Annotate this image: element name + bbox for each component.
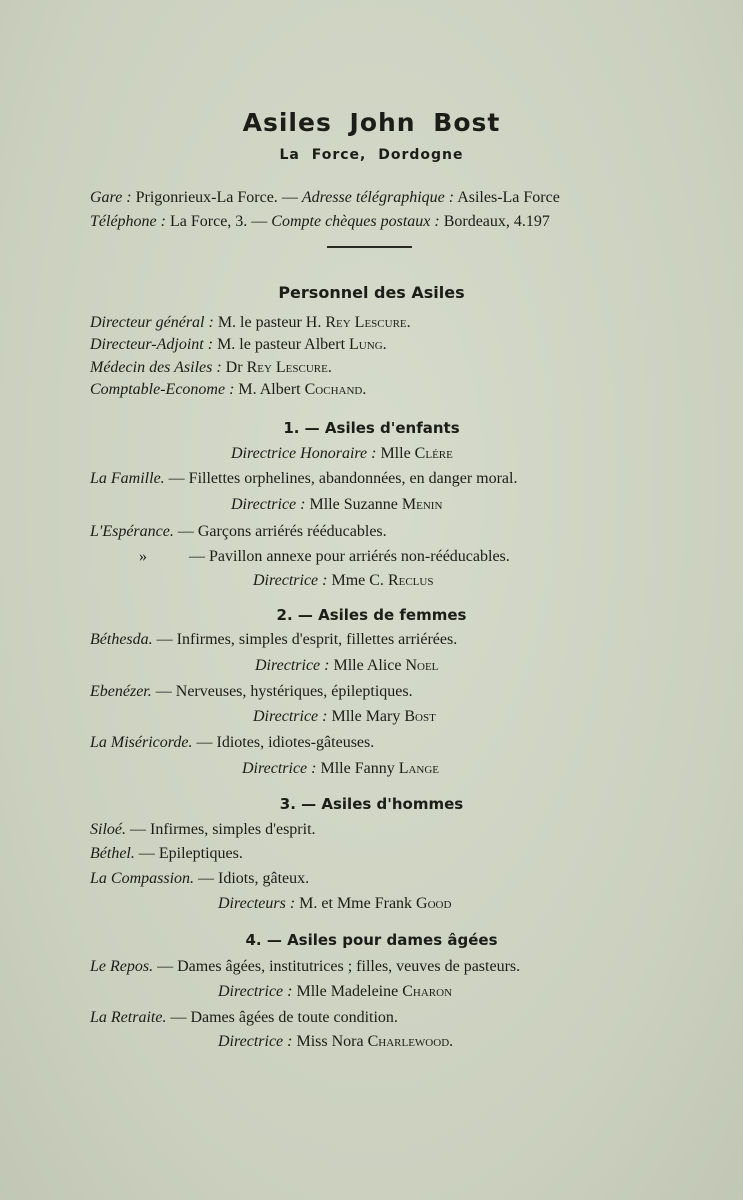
tel-value: La Force, 3. [169,213,248,230]
director-prefix: Mlle Madeleine [296,983,399,1000]
contact-line-1 [90,189,560,207]
asile-name: Siloé. [90,821,126,838]
dash: — [251,213,268,230]
person-name: Lung. [349,336,387,353]
director-line [253,572,433,590]
director-label: Directeurs : [218,895,296,912]
asile-description: — Fillettes orphelines, abandonnées, en danger moral. [168,470,518,487]
director-name: Reclus [387,572,434,589]
director-prefix: Mlle Suzanne [309,496,398,513]
director-prefix: Mlle Alice [333,657,402,674]
director-label: Directrice : [253,708,328,725]
director-name: Lange [398,760,440,777]
asile-name: Béthesda. [90,631,153,648]
director-line [218,895,451,913]
role-label: Médecin des Asiles : [90,359,222,376]
asile-entry [90,821,316,839]
asile-entry [90,631,457,649]
asile-entry [90,523,387,541]
director-line [253,708,436,726]
personnel-heading: Personnel des Asiles [278,283,465,302]
director-label: Directrice : [218,983,293,1000]
asile-description: — Dames âgées, institutrices ; filles, veuves de pasteurs. [157,958,521,975]
asile-description: — Garçons arriérés rééducables. [177,523,387,540]
ccp-label: Compte chèques postaux : [271,213,440,230]
tel-label: Téléphone : [90,213,166,230]
asile-entry [90,734,374,752]
asile-entry [90,958,520,976]
asile-name: La Famille. [90,470,165,487]
role-label: Comptable-Econome : [90,381,235,398]
ccp-value: Bordeaux, 4.197 [443,213,550,230]
director-prefix: Mlle [380,445,411,462]
director-name: Clére [414,445,453,462]
director-line [218,983,452,1001]
director-line [218,1033,453,1051]
director-label: Directrice Honoraire : [231,445,377,462]
personnel-row [90,381,366,399]
asile-name: La Miséricorde. [90,734,193,751]
director-line [242,760,439,778]
role-label: Directeur-Adjoint : [90,336,214,353]
section-heading-femmes: 2. — Asiles de femmes [276,606,467,624]
asile-entry [90,683,413,701]
asile-entry [139,548,510,566]
asile-description: — Pavillon annexe pour arriérés non-rééducables. [189,548,510,565]
separator-rule [327,246,412,248]
director-name: Charon [402,983,453,1000]
director-prefix: Mlle Fanny [320,760,395,777]
asile-description: — Epileptiques. [138,845,243,862]
asile-entry [90,1009,398,1027]
director-line [231,445,453,463]
director-name: Bost [404,708,436,725]
gare-label: Gare : [90,189,132,206]
asile-name: La Retraite. [90,1009,167,1026]
asile-name: La Compassion. [90,870,195,887]
director-prefix: Mlle Mary [331,708,401,725]
section-heading-dames: 4. — Asiles pour dames âgées [245,931,498,949]
person-prefix: M. Albert [238,381,301,398]
personnel-row [90,336,387,354]
asile-name: L'Espérance. [90,523,174,540]
ditto-mark: » [139,548,147,565]
document-title: Asiles John Bost [242,108,501,137]
person-prefix: M. le pasteur Albert [217,336,346,353]
director-label: Directrice : [253,572,328,589]
person-name: Cochand. [304,381,367,398]
director-line [255,657,438,675]
director-label: Directrice : [231,496,306,513]
asile-name: Le Repos. [90,958,154,975]
director-label: Directrice : [242,760,317,777]
personnel-row [90,359,332,377]
director-name: Good [416,895,452,912]
document-subtitle: La Force, Dordogne [279,147,464,163]
asile-description: — Dames âgées de toute condition. [170,1009,398,1026]
director-prefix: Mme C. [331,572,384,589]
asile-description: — Infirmes, simples d'esprit. [130,821,316,838]
personnel-row [90,314,411,332]
asile-description: — Idiots, gâteux. [198,870,310,887]
director-label: Directrice : [255,657,330,674]
role-label: Directeur général : [90,314,214,331]
director-label: Directrice : [218,1033,293,1050]
asile-entry [90,845,243,863]
person-name: Rey Lescure. [246,359,332,376]
adresse-value: Asiles-La Force [457,189,560,206]
asile-description: — Nerveuses, hystériques, épileptiques. [155,683,413,700]
asile-name: Ebenézer. [90,683,152,700]
director-prefix: M. et Mme Frank [299,895,413,912]
director-name: Noel [405,657,439,674]
person-prefix: Dr [225,359,243,376]
adresse-label: Adresse télégraphique : [301,189,455,206]
person-prefix: M. le pasteur H. [217,314,322,331]
section-heading-enfants: 1. — Asiles d'enfants [283,419,460,437]
asile-description: — Idiotes, idiotes-gâteuses. [196,734,375,751]
director-line [231,496,442,514]
asile-entry [90,470,517,488]
asile-entry [90,870,309,888]
director-name: Menin [401,496,443,513]
dash: — [281,189,298,206]
person-name: Rey Lescure. [325,314,411,331]
director-name: Charlewood. [367,1033,454,1050]
section-heading-hommes: 3. — Asiles d'hommes [279,795,464,813]
contact-line-2 [90,213,550,231]
asile-name: Béthel. [90,845,135,862]
asile-description: — Infirmes, simples d'esprit, fillettes arriérées. [156,631,458,648]
gare-value: Prigonrieux-La Force. [135,189,278,206]
director-prefix: Miss Nora [296,1033,364,1050]
